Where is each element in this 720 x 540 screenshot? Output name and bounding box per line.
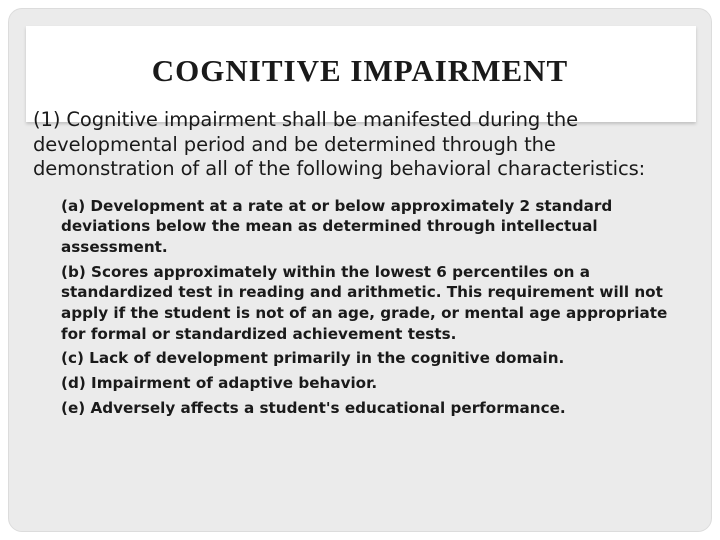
criteria-item-c: (c) Lack of development primarily in the cognitive domain. [61, 349, 565, 368]
criteria-item-e: (e) Adversely affects a student's educational performance. [61, 398, 566, 417]
criteria-item-a: (a) Development at a rate at or below approximately 2 standard deviations below the mean as determined through intellectual assessment. [61, 196, 613, 256]
criteria-item-b: (b) Scores approximately within the lowest 6 percentiles on a standardized test in reading and arithmetic. This requirement will not apply if the student is not of an age, grade, or mental age appropriate for formal or standardized achievement tests. [61, 262, 668, 343]
criteria-list [61, 196, 673, 419]
criteria-item-d: (d) Impairment of adaptive behavior. [61, 374, 378, 393]
main-point-text: (1) Cognitive impairment shall be manifested during the developmental period and be determined through the demonstration of all of the following behavioral characteristics: [33, 108, 646, 180]
slide-content [33, 108, 683, 423]
slide-title: COGNITIVE IMPAIRMENT [151, 53, 569, 88]
